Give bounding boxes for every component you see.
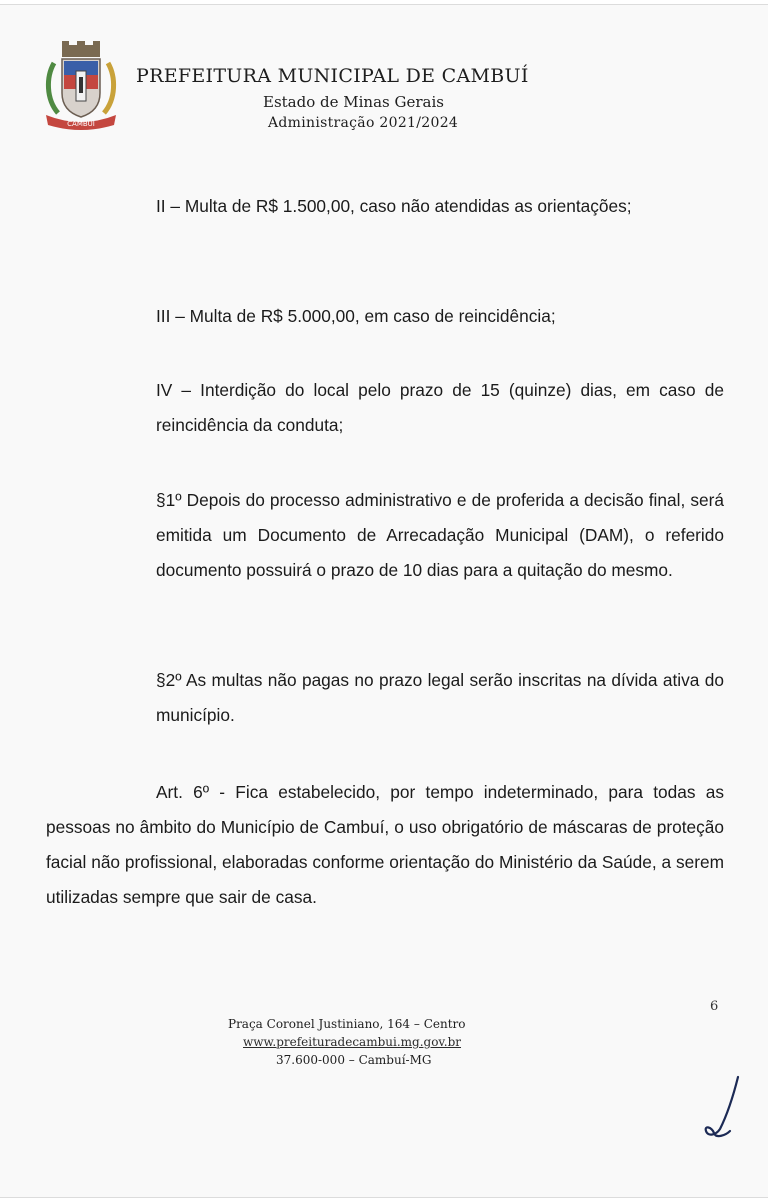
footer-postal-code: 37.600-000 – Cambuí-MG (276, 1053, 432, 1067)
document-page (0, 4, 768, 1198)
paragraph-item-ii: II – Multa de R$ 1.500,00, caso não atendidas as orientações; (156, 196, 632, 216)
paragraph-item-iii: III – Multa de R$ 5.000,00, em caso de reincidência; (156, 306, 556, 326)
crest-label: CAMBUÍ (67, 120, 95, 128)
municipal-crest-icon (40, 41, 122, 131)
paragraph-item-iv: IV – Interdição do local pelo prazo de 15 (quinze) dias, em caso de reincidência da conduta; (156, 380, 724, 435)
page-number: 6 (710, 999, 719, 1014)
article-6: Art. 6º - Fica estabelecido, por tempo indeterminado, para todas as pessoas no âmbito do Município de Cambuí, o uso obrigatório de máscaras de proteção facial não profissional, elaboradas conforme orientação do Ministério da Saúde, a serem utilizadas sempre que sair de casa. (46, 782, 724, 907)
administration-period: Administração 2021/2024 (268, 115, 459, 131)
footer-address: Praça Coronel Justiniano, 164 – Centro (228, 1017, 466, 1031)
signature-mark-icon (698, 1073, 748, 1143)
footer-website-link[interactable]: www.prefeituradecambui.mg.gov.br (243, 1035, 462, 1049)
state-name: Estado de Minas Gerais (263, 93, 444, 111)
letterhead (40, 41, 740, 141)
paragraph-section-1: §1º Depois do processo administrativo e de proferida a decisão final, será emitida um Documento de Arrecadação Municipal (DAM), o referido documento possuirá o prazo de 10 dias para a quitação do mesmo. (156, 490, 724, 580)
paragraph-section-2: §2º As multas não pagas no prazo legal serão inscritas na dívida ativa do município. (156, 670, 724, 725)
municipality-title: PREFEITURA MUNICIPAL DE CAMBUÍ (136, 65, 529, 87)
